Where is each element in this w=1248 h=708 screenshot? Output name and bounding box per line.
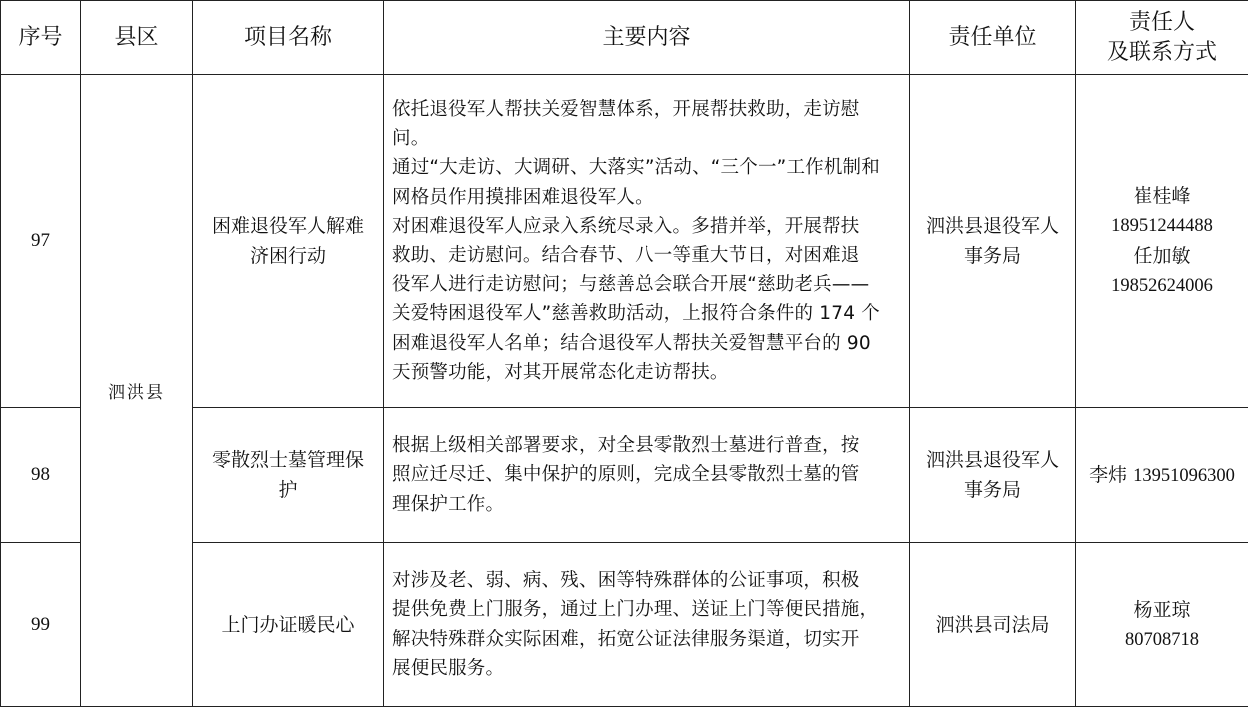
content-line: 照应迁尽迁、集中保护的原则，完成全县零散烈士墓的管 [392,464,860,486]
header-no: 序号 [1,1,81,75]
header-person-line2: 及联系方式 [1106,39,1217,65]
content-line: 天预警功能，对其开展常态化走访帮扶。 [392,361,729,383]
person-name: 任加敏 [1133,245,1191,267]
content-line: 役军人进行走访慰问；与慈善总会联合开展“慈助老兵—— [392,274,870,296]
person-phone: 80708718 [1125,629,1199,650]
content-line: 对困难退役军人应录入系统尽录入。多措并举，开展帮扶 [392,215,860,237]
person-name: 崔桂峰 [1133,185,1191,207]
responsible-person [1076,75,1248,408]
project-name-line: 零散烈士墓管理保 [211,449,364,471]
person-phone: 18951244488 [1111,216,1213,236]
content-line: 问。 [392,128,430,150]
responsible-person [1076,543,1248,707]
unit-line: 泗洪县退役军人 [925,449,1059,471]
content-line: 困难退役军人名单；结合退役军人帮扶关爱智慧平台的 90 [392,332,871,354]
content-line: 救助、走访慰问。结合春节、八一等重大节日，对困难退 [392,245,860,266]
person-name: 杨亚琼 [1133,598,1191,621]
responsible-unit [910,408,1076,543]
unit-line: 事务局 [963,245,1021,267]
content-line: 展便民服务。 [392,657,505,679]
header-unit: 责任单位 [910,1,1076,75]
content-line: 关爱特困退役军人”慈善救助活动，上报符合条件的 174 个 [392,303,880,325]
content-line: 网格员作用摸排困难退役军人。 [392,186,654,208]
row-number: 97 [1,75,81,408]
project-content [384,408,910,543]
project-content [384,543,910,707]
project-name [193,75,384,408]
content-line: 依托退役军人帮扶关爱智慧体系，开展帮扶救助，走访慰 [392,98,860,120]
content-line: 理保护工作。 [392,493,505,515]
responsible-unit [910,75,1076,408]
person-name: 李炜 [1089,463,1128,486]
person-phone: 19852624006 [1111,276,1213,296]
unit-line: 泗洪县司法局 [935,613,1050,636]
header-project-name: 项目名称 [193,1,384,75]
content-line: 解决特殊群众实际困难，拓宽公证法律服务渠道，切实开 [392,628,860,650]
content-line: 提供免费上门服务，通过上门办理、送证上门等便民措施， [392,599,879,621]
header-person [1076,1,1248,75]
row-number: 99 [1,543,81,707]
unit-line: 事务局 [963,479,1021,501]
header-person-line1: 责任人 [1128,9,1195,35]
content-line: 对涉及老、弱、病、残、困等特殊群体的公证事项，积极 [392,570,860,592]
project-name-line: 济困行动 [249,245,326,267]
table-row [1,75,1248,408]
county-cell: 泗洪县 [81,75,193,707]
responsible-unit [910,543,1076,707]
project-name-line: 护 [278,479,298,501]
project-name-line: 上门办证暖民心 [221,613,355,636]
content-line: 通过“大走访、大调研、大落实”活动、“三个一”工作机制和 [392,157,880,179]
person-phone: 13951096300 [1133,465,1235,486]
row-number: 98 [1,408,81,543]
project-name [193,543,384,707]
project-content [384,75,910,408]
project-name [193,408,384,543]
header-row [1,1,1248,75]
header-content: 主要内容 [384,1,910,75]
header-county: 县区 [81,1,193,75]
content-line: 根据上级相关部署要求，对全县零散烈士墓进行普查，按 [392,435,860,457]
unit-line: 泗洪县退役军人 [925,215,1059,237]
responsible-person [1076,408,1248,543]
project-name-line: 困难退役军人解难 [211,215,364,237]
